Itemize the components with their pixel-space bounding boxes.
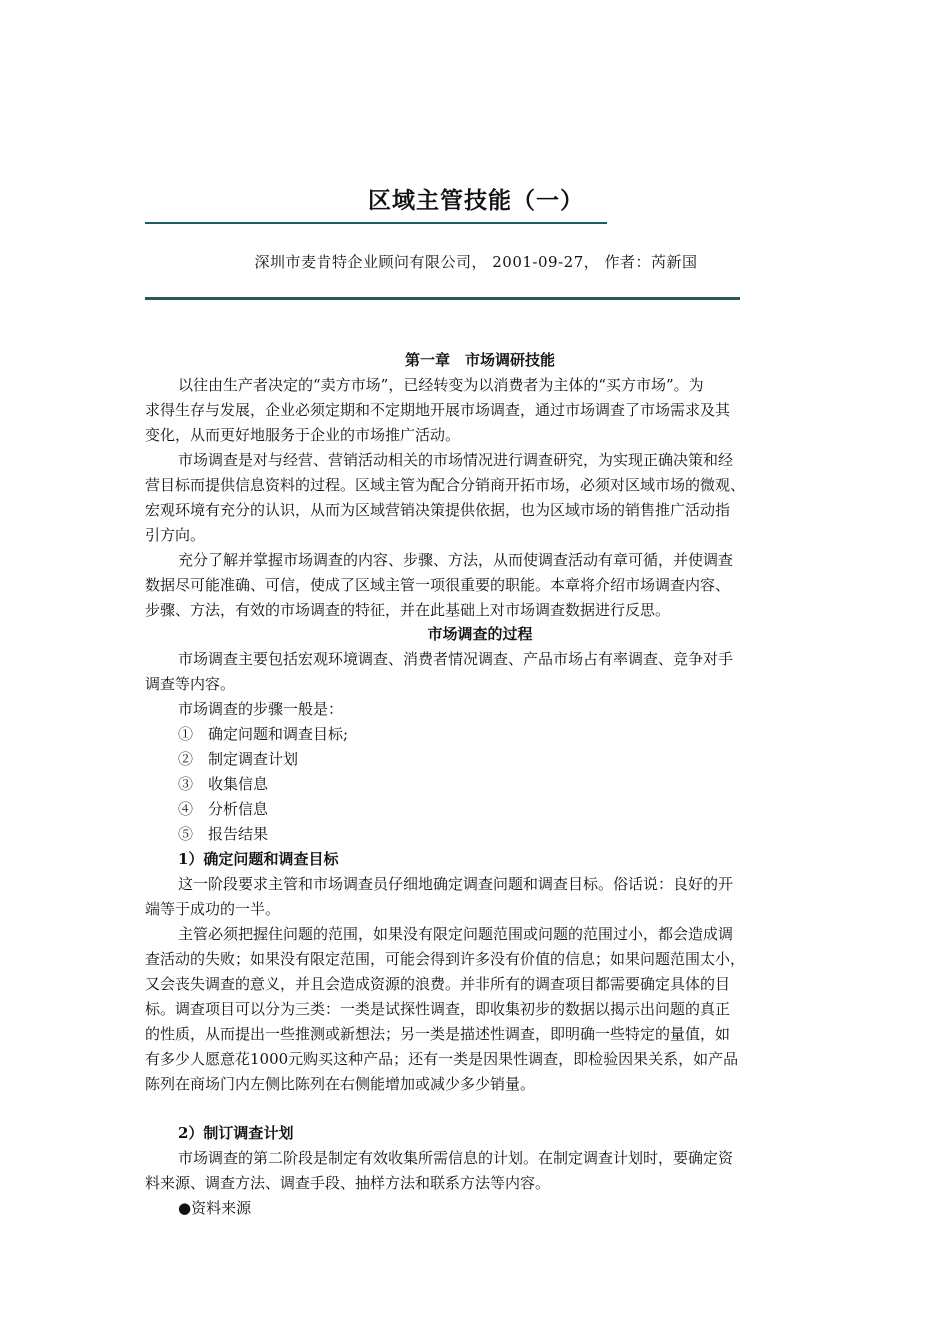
step-item: ③ 收集信息 [178,775,269,793]
bullet-item: ●资料来源 [178,1199,252,1217]
paragraph-2-line: 宏观环境有充分的认识，从而为区域营销决策提供依据，也为区域市场的销售推广活动指 [145,501,731,519]
paragraph-5-line: 这一阶段要求主管和市场调查员仔细地确定调查问题和调查目标。俗话说：良好的开 [178,875,734,893]
paragraph-7-line: 市场调查的第二阶段是制定有效收集所需信息的计划。在制定调查计划时，要确定资 [178,1149,734,1167]
paragraph-2-line: 市场调查是对与经营、营销活动相关的市场情况进行调查研究，为实现正确决策和经 [178,451,734,469]
step-item: ④ 分析信息 [178,800,269,818]
paragraph-2-line: 引方向。 [145,526,206,544]
step-item: ⑤ 报告结果 [178,825,269,843]
paragraph-6-line: 查活动的失败；如果没有限定范围，可能会得到许多没有价值的信息；如果问题范围太小， [145,950,746,968]
paragraph-6-line: 又会丧失调查的意义，并且会造成资源的浪费。并非所有的调查项目都需要确定具体的目 [145,975,731,993]
paragraph-6-line: 的性质，从而提出一些推测或新想法；另一类是描述性调查，即明确一些特定的量值，如 [145,1025,731,1043]
step-item: ② 制定调查计划 [178,750,299,768]
steps-intro: 市场调查的步骤一般是： [178,700,344,718]
paragraph-4-line: 调查等内容。 [145,675,236,693]
paragraph-1-line: 变化，从而更好地服务于企业的市场推广活动。 [145,426,461,444]
paragraph-6-line: 主管必须把握住问题的范围，如果没有限定问题范围或问题的范围过小，都会造成调 [178,925,734,943]
article-meta: 深圳市麦肯特企业顾问有限公司， 2001-09-27， 作者：芮新国 [254,253,698,271]
paragraph-6-line: 陈列在商场门内左侧比陈列在右侧能增加或减少多少销量。 [145,1075,536,1093]
meta-rule [145,297,740,300]
paragraph-4-line: 市场调查主要包括宏观环境调查、消费者情况调查、产品市场占有率调查、竞争对手 [178,650,734,668]
section-heading: 市场调查的过程 [427,625,533,643]
paragraph-6-line: 有多少人愿意花1000元购买这种产品；还有一类是因果性调查，即检验因果关系，如产品 [145,1050,739,1068]
paragraph-3-line: 数据尽可能准确、可信，使成了区域主管一项很重要的职能。本章将介绍市场调查内容、 [145,576,731,594]
subsection-2-heading: 2）制订调查计划 [178,1124,294,1142]
paragraph-2-line: 营目标而提供信息资料的过程。区域主管为配合分销商开拓市场，必须对区域市场的微观、 [145,476,746,494]
chapter-heading: 第一章 市场调研技能 [404,351,555,369]
paragraph-7-line: 料来源、调查方法、调查手段、抽样方法和联系方法等内容。 [145,1174,551,1192]
paragraph-6-line: 标。调查项目可以分为三类：一类是试探性调查，即收集初步的数据以揭示出问题的真正 [145,1000,731,1018]
page-title: 区域主管技能（一） [368,187,584,214]
paragraph-3-line: 步骤、方法，有效的市场调查的特征，并在此基础上对市场调查数据进行反思。 [145,601,671,619]
paragraph-1-line: 求得生存与发展，企业必须定期和不定期地开展市场调查，通过市场调查了市场需求及其 [145,401,731,419]
step-item: ① 确定问题和调查目标; [178,725,349,743]
paragraph-5-line: 端等于成功的一半。 [145,900,281,918]
subsection-1-heading: 1）确定问题和调查目标 [178,850,339,868]
paragraph-3-line: 充分了解并掌握市场调查的内容、步骤、方法，从而使调查活动有章可循，并使调查 [178,551,734,569]
title-rule [145,222,607,224]
paragraph-1-line: 以往由生产者决定的“卖方市场”，已经转变为以消费者为主体的“买方市场”。为 [178,376,704,394]
